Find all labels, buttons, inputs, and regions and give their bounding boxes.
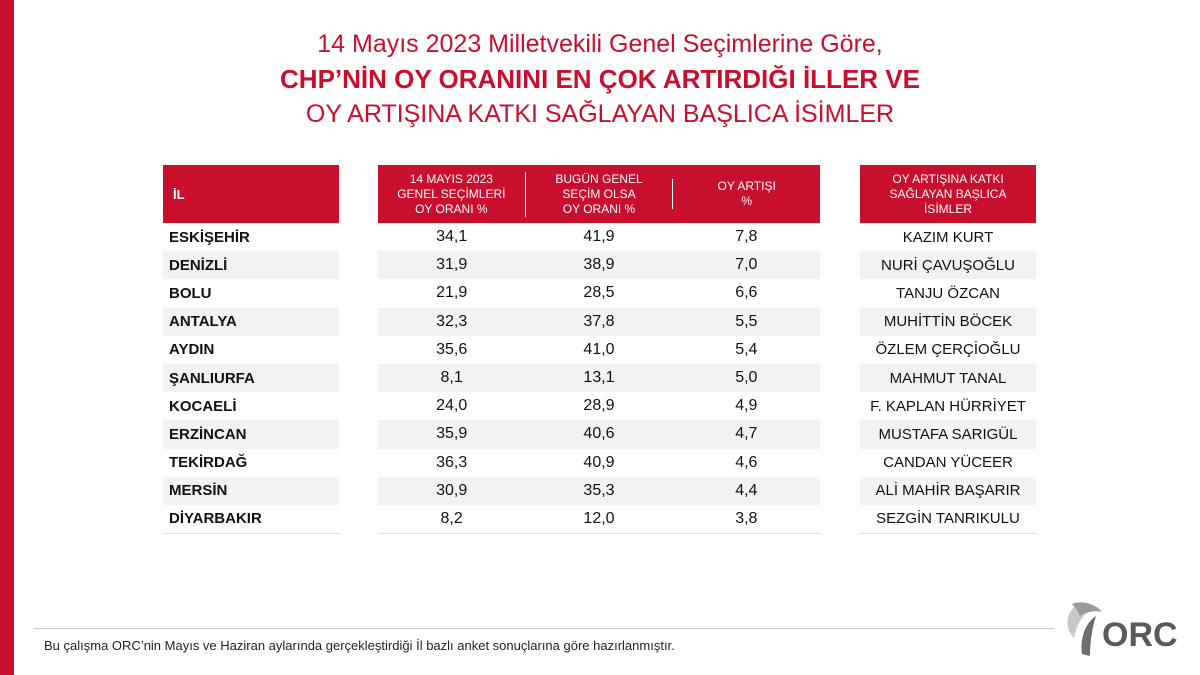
name-cell: SEZGİN TANRIKULU (860, 505, 1036, 533)
may2023-cell: 21,9 (436, 284, 468, 302)
table-row (378, 308, 820, 336)
province-cell: KOCAELİ (163, 392, 339, 420)
increase-cell: 4,7 (735, 425, 758, 443)
today-cell: 38,9 (583, 256, 615, 274)
header-may2023 (378, 172, 525, 217)
table-row (378, 420, 820, 448)
today-cell: 28,5 (583, 284, 615, 302)
header-today-line: BUGÜN GENEL (555, 171, 643, 186)
table-row (378, 392, 820, 420)
may2023-cell: 36,3 (436, 453, 468, 471)
province-rows (163, 223, 339, 534)
increase-cell: 4,9 (735, 397, 758, 415)
today-cell: 13,1 (583, 369, 615, 387)
orc-logo (1062, 598, 1192, 662)
may2023-cell: 32,3 (436, 312, 468, 330)
today-cell: 28,9 (583, 397, 615, 415)
table-row (378, 505, 820, 533)
logo-text: ORC (1102, 616, 1178, 654)
footer-divider (34, 628, 1054, 629)
province-cell: ERZİNCAN (163, 420, 339, 448)
header-names-line: İSİMLER (923, 201, 972, 216)
header-may2023-line: GENEL SEÇİMLERİ (397, 186, 506, 201)
table-row (378, 279, 820, 307)
header-increase-line: % (741, 194, 753, 208)
header-today-line: OY ORANI % (562, 201, 636, 216)
province-cell: BOLU (163, 279, 339, 307)
header-may2023-line: OY ORANI % (415, 201, 488, 216)
province-cell: TEKİRDAĞ (163, 449, 339, 477)
header-names-line: SAĞLAYAN BAŞLICA (889, 186, 1007, 201)
title-line-3: OY ARTIŞINA KATKI SAĞLAYAN BAŞLICA İSİMLER (305, 100, 895, 128)
may2023-cell: 8,2 (440, 509, 463, 527)
header-increase (672, 179, 820, 209)
name-cell: ÖZLEM ÇERÇİOĞLU (860, 336, 1036, 364)
name-cell: NURİ ÇAVUŞOĞLU (860, 251, 1036, 279)
increase-cell: 5,0 (735, 369, 758, 387)
province-cell: ANTALYA (163, 308, 339, 336)
names-header (860, 165, 1036, 223)
today-cell: 40,6 (583, 425, 615, 443)
province-cell: DİYARBAKIR (163, 505, 339, 533)
may2023-cell: 24,0 (436, 397, 468, 415)
header-today (525, 172, 673, 217)
title-line-1: 14 Mayıs 2023 Milletvekili Genel Seçimlerine Göre, (317, 30, 883, 58)
name-cell: MUHİTTİN BÖCEK (860, 308, 1036, 336)
name-cell: F. KAPLAN HÜRRİYET (860, 392, 1036, 420)
header-names-line: OY ARTIŞINA KATKI (892, 171, 1004, 186)
names-table (860, 165, 1036, 534)
name-cell: CANDAN YÜCEER (860, 449, 1036, 477)
name-cell: MUSTAFA SARIGÜL (860, 420, 1036, 448)
table-row (378, 223, 820, 251)
province-table (163, 165, 339, 534)
today-cell: 41,9 (583, 228, 615, 246)
name-cell: KAZIM KURT (860, 223, 1036, 251)
today-cell: 40,9 (583, 453, 615, 471)
province-cell: AYDIN (163, 336, 339, 364)
today-cell: 12,0 (583, 509, 615, 527)
vote-rate-header (378, 165, 820, 223)
header-names (860, 172, 1036, 217)
province-cell: DENİZLİ (163, 251, 339, 279)
orc-logo-icon (1062, 598, 1192, 662)
name-cell: TANJU ÖZCAN (860, 279, 1036, 307)
name-cell: MAHMUT TANAL (860, 364, 1036, 392)
name-cell: ALİ MAHİR BAŞARIR (860, 477, 1036, 505)
may2023-cell: 35,9 (436, 425, 468, 443)
may2023-cell: 30,9 (436, 481, 468, 499)
today-cell: 41,0 (583, 340, 615, 358)
increase-cell: 3,8 (735, 509, 758, 527)
increase-cell: 5,4 (735, 340, 758, 358)
province-cell: MERSİN (163, 477, 339, 505)
title-line-2: CHP’NİN OY ORANINI EN ÇOK ARTIRDIĞI İLLER VE (280, 64, 920, 94)
header-increase-line: OY ARTIŞI (717, 179, 776, 193)
vote-rate-rows (378, 223, 820, 534)
increase-cell: 6,6 (735, 284, 758, 302)
table-row (378, 251, 820, 279)
table-row (378, 336, 820, 364)
names-rows (860, 223, 1036, 534)
may2023-cell: 8,1 (440, 369, 463, 387)
province-cell: ŞANLIURFA (163, 364, 339, 392)
increase-cell: 4,6 (735, 453, 758, 471)
may2023-cell: 31,9 (436, 256, 468, 274)
increase-cell: 7,0 (735, 256, 758, 274)
vote-rate-table (378, 165, 820, 534)
table-row (378, 449, 820, 477)
province-header: İL (163, 165, 339, 223)
increase-cell: 7,8 (735, 228, 758, 246)
header-today-line: SEÇİM OLSA (562, 186, 636, 201)
today-cell: 35,3 (583, 481, 615, 499)
table-row (378, 477, 820, 505)
today-cell: 37,8 (583, 312, 615, 330)
increase-cell: 5,5 (735, 312, 758, 330)
footnote: Bu çalışma ORC’nin Mayıs ve Haziran aylarında gerçekleştirdiği İl bazlı anket sonuçlarına göre hazırlanmıştır. (44, 638, 675, 653)
province-cell: ESKİŞEHİR (163, 223, 339, 251)
table-row (378, 364, 820, 392)
may2023-cell: 34,1 (436, 228, 468, 246)
increase-cell: 4,4 (735, 481, 758, 499)
header-may2023-line: 14 MAYIS 2023 (409, 171, 493, 186)
may2023-cell: 35,6 (436, 340, 468, 358)
